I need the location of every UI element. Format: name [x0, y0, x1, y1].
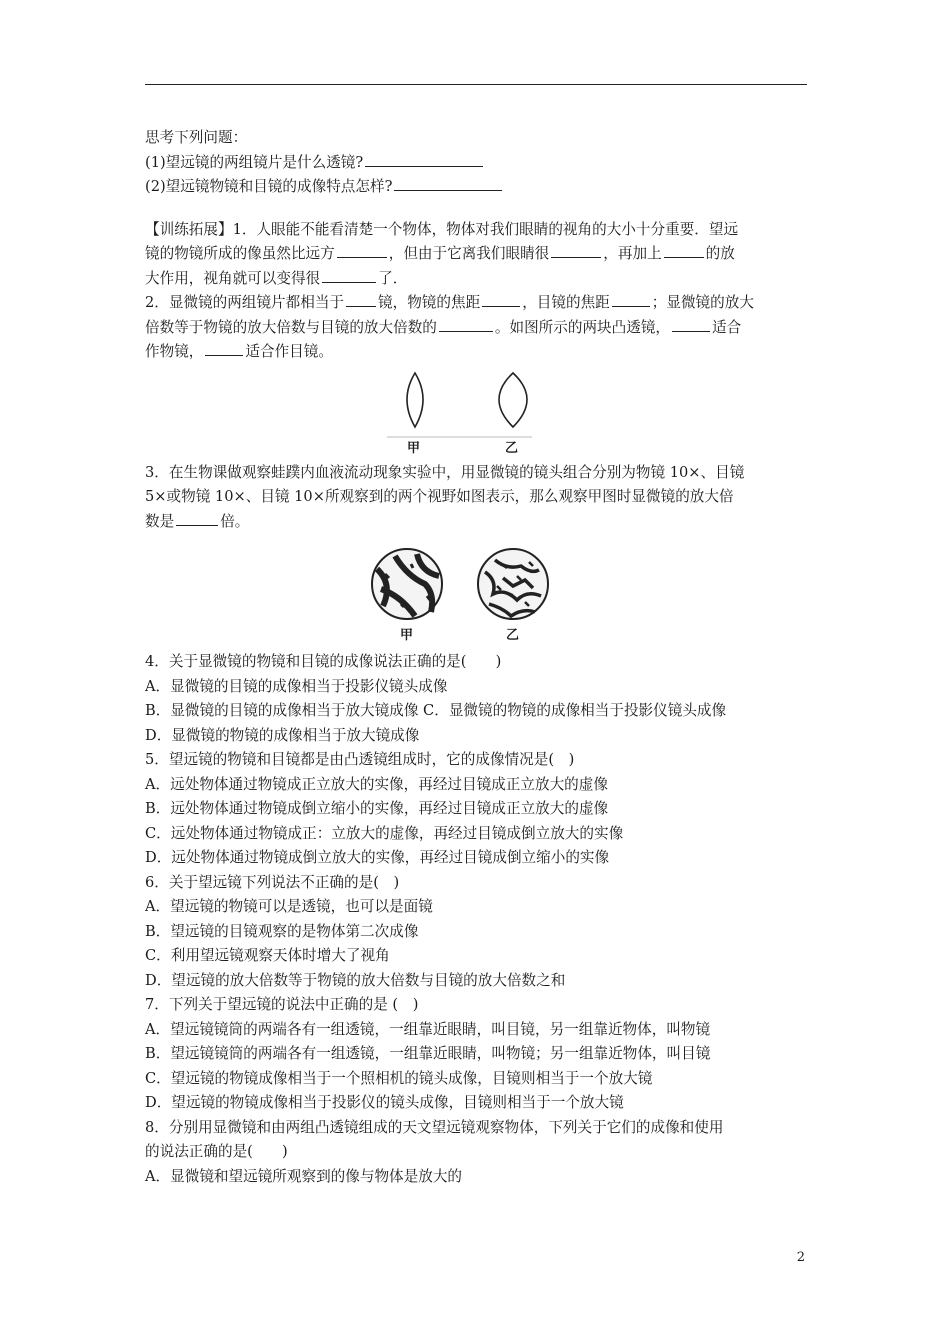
answer-blank[interactable]	[482, 292, 520, 307]
question-line: 7．下列关于望远镜的说法中正确的是 ( )	[145, 996, 419, 1013]
lens-figure-drawing	[145, 365, 810, 461]
text-span: ，但由于它离我们眼睛很	[388, 245, 550, 262]
text-span: 适合	[712, 318, 742, 336]
text-span: 作物镜，	[145, 343, 204, 360]
text-span: 了．	[378, 269, 408, 287]
question-line: 6．关于望远镜下列说法不正确的是( )	[145, 873, 400, 891]
answer-blank[interactable]	[551, 243, 601, 258]
answer-blank[interactable]	[664, 243, 704, 258]
question-line: A．远处物体通过物镜成正立放大的实像，再经过目镜成正立放大的虚像	[145, 775, 608, 793]
thin-convex-lens-icon	[407, 373, 423, 427]
lens-figure	[145, 365, 810, 461]
page-number: 2	[796, 1250, 805, 1265]
question-line: D．望远镜的放大倍数等于物镜的放大倍数与目镜的放大倍数之和	[145, 971, 566, 989]
text-span: 2．显微镜的两组镜片都相当于	[145, 294, 345, 311]
answer-blank[interactable]	[337, 243, 387, 258]
question-line: C．远处物体通过物镜成正：立放大的虚像，再经过目镜成倒立放大的实像	[145, 824, 624, 842]
question-line: C．望远镜的物镜成像相当于一个照相机的镜头成像，目镜则相当于一个放大镜	[145, 1069, 653, 1087]
question-line: A．望远镜镜筒的两端各有一组透镜，一组靠近眼睛，叫目镜，另一组靠近物体，叫物镜	[145, 1020, 711, 1038]
training-q1-line-2	[145, 242, 810, 267]
content-body	[145, 126, 810, 1189]
microscope-field-figure	[145, 534, 810, 650]
text-span: 倍。	[220, 512, 250, 530]
question-line: 的说法正确的是( )	[145, 1143, 288, 1160]
question-line: A．望远镜的物镜可以是透镜，也可以是面镜	[145, 898, 433, 915]
think-heading: 思考下列问题：	[145, 129, 248, 146]
field-label-yi: 乙	[506, 628, 520, 643]
answer-blank[interactable]	[176, 511, 218, 526]
answer-blank[interactable]	[205, 341, 243, 356]
text-span: 。如图所示的两块凸透镜，	[494, 318, 671, 336]
text-span: ，目镜的焦距	[522, 294, 610, 311]
text-span: 镜，物镜的焦距	[378, 294, 481, 311]
training-q2-line-2	[145, 316, 810, 341]
field-of-view-yi-icon	[478, 549, 548, 619]
lens-label-jia: 甲	[407, 440, 421, 456]
answer-blank[interactable]	[322, 268, 376, 283]
question-line: D．显微镜的物镜的成像相当于放大镜成像	[145, 726, 420, 744]
question-line: B．远处物体通过物镜成倒立缩小的实像，再经过目镜成正立放大的虚像	[145, 800, 609, 817]
q3-line-2: 5×或物镜 10×、目镜 10×所观察到的两个视野如图表示，那么观察甲图时显微镜的放大倍	[145, 488, 734, 505]
answer-blank[interactable]	[394, 176, 502, 191]
text-span: 倍数等于物镜的放大倍数与目镜的放大倍数的	[145, 318, 437, 336]
answer-blank[interactable]	[365, 152, 483, 167]
text-span: ；显微镜的放大	[651, 294, 754, 311]
training-q1-line-1: 【训练拓展】1．人眼能不能看清楚一个物体，物体对我们眼睛的视角的大小十分重要．望远	[145, 220, 739, 238]
think-question-2	[145, 175, 810, 200]
think-question-1	[145, 151, 810, 176]
think-question-2-text: (2)望远镜物镜和目镜的成像特点怎样?	[145, 178, 393, 195]
question-line: B．显微镜的目镜的成像相当于放大镜成像 C．显微镜的物镜的成像相当于投影仪镜头成像	[145, 702, 727, 719]
question-line: 8．分别用显微镜和由两组凸透镜组成的天文望远镜观察物体，下列关于它们的成像和使用	[145, 1118, 724, 1136]
question-line: D．远处物体通过物镜成倒立放大的实像，再经过目镜成倒立缩小的实像	[145, 849, 610, 866]
text-span: 数是	[145, 512, 175, 530]
field-of-view-jia-icon	[372, 549, 442, 619]
training-q2-line-1	[145, 291, 810, 316]
microscope-field-drawing	[145, 534, 810, 650]
lens-label-yi: 乙	[505, 440, 519, 456]
answer-blank[interactable]	[672, 317, 710, 332]
training-q1-line-3	[145, 267, 810, 292]
question-line: A．显微镜的目镜的成像相当于投影仪镜头成像	[145, 677, 448, 695]
question-line: 5．望远镜的物镜和目镜都是由凸透镜组成时，它的成像情况是( )	[145, 751, 575, 768]
top-rule	[145, 84, 807, 85]
question-line: D．望远镜的物镜成像相当于投影仪的镜头成像，目镜则相当于一个放大镜	[145, 1094, 624, 1111]
answer-blank[interactable]	[439, 317, 493, 332]
q3-line-1: 3．在生物课做观察蛙蹼内血液流动现象实验中，用显微镜的镜头组合分别为物镜 10×、目镜	[145, 463, 745, 481]
question-line: A．显微镜和望远镜所观察到的像与物体是放大的	[145, 1167, 463, 1185]
text-span: ，再加上	[603, 245, 662, 262]
text-span: 适合作目镜。	[245, 343, 333, 360]
question-line: 4．关于显微镜的物镜和目镜的成像说法正确的是( )	[145, 653, 502, 670]
field-label-jia: 甲	[400, 628, 414, 643]
text-span: 的放	[705, 245, 735, 262]
text-span: 镜的物镜所成的像虽然比远方	[145, 245, 335, 262]
question-line: B．望远镜镜筒的两端各有一组透镜，一组靠近眼睛，叫物镜；另一组靠近物体，叫目镜	[145, 1045, 711, 1062]
q3-line-3	[145, 510, 810, 535]
question-line: B．望远镜的目镜观察的是物体第二次成像	[145, 922, 419, 940]
think-question-1-text: (1)望远镜的两组镜片是什么透镜?	[145, 153, 364, 171]
thick-convex-lens-icon	[499, 373, 527, 427]
text-span: 大作用，视角就可以变得很	[145, 269, 321, 287]
question-line: C．利用望远镜观察天体时增大了视角	[145, 947, 390, 964]
training-q2-line-3	[145, 340, 810, 365]
answer-blank[interactable]	[346, 292, 376, 307]
answer-blank[interactable]	[612, 292, 650, 307]
